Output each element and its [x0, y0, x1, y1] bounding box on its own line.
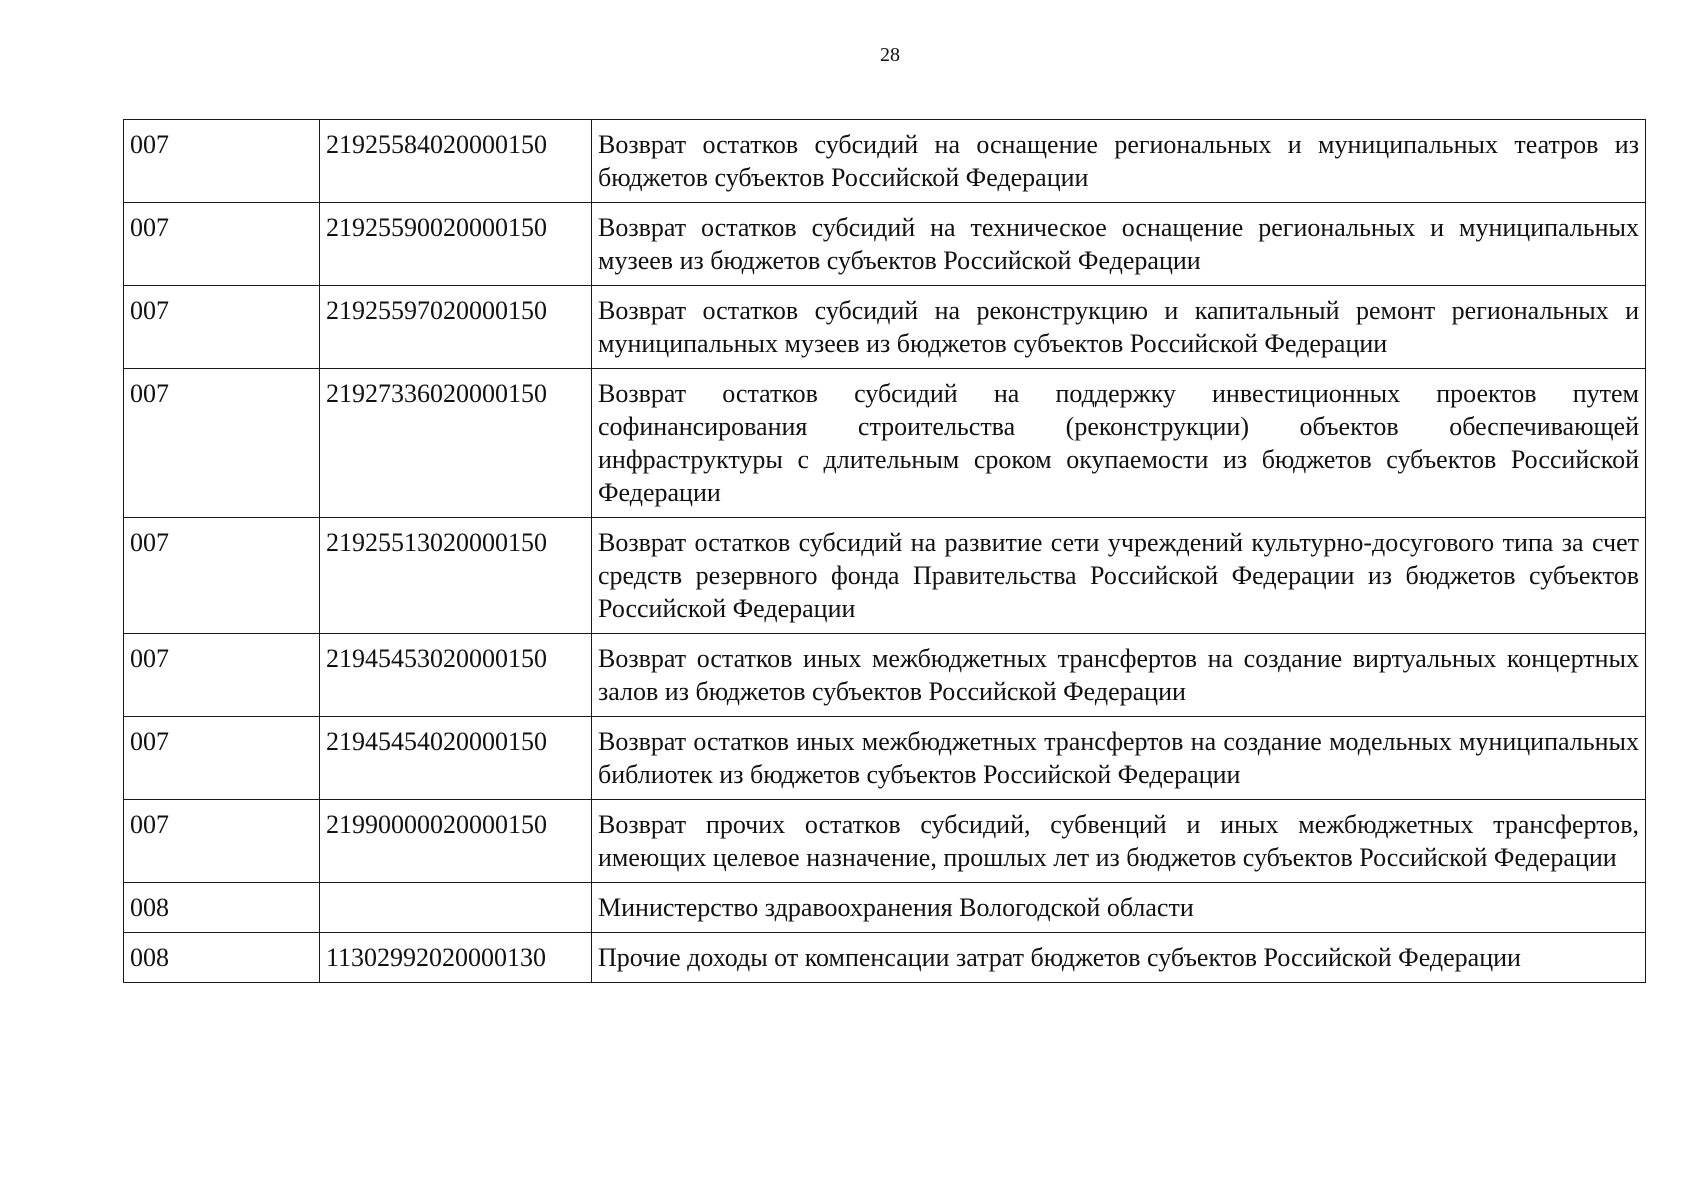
revenue-name-cell: Возврат прочих остатков субсидий, субвенций и иных межбюджетных трансфертов, имеющих целевое назначение, прошлых лет из бюджетов субъектов Российской Федерации — [592, 800, 1646, 883]
revenue-name-cell: Возврат остатков иных межбюджетных трансфертов на создание виртуальных концертных залов из бюджетов субъектов Российской Федерации — [592, 634, 1646, 717]
admin-code-cell: 008 — [124, 933, 320, 983]
admin-code-cell: 008 — [124, 883, 320, 933]
admin-code-cell: 007 — [124, 120, 320, 203]
admin-code-cell: 007 — [124, 369, 320, 518]
admin-code-cell: 007 — [124, 518, 320, 634]
table-row — [124, 717, 1646, 800]
admin-code-cell: 007 — [124, 286, 320, 369]
kbk-code-cell: 21925584020000150 — [320, 120, 592, 203]
kbk-code-cell: 21925597020000150 — [320, 286, 592, 369]
table-row — [124, 203, 1646, 286]
table-row — [124, 800, 1646, 883]
kbk-code-cell — [320, 883, 592, 933]
kbk-code-cell: 11302992020000130 — [320, 933, 592, 983]
admin-code-cell: 007 — [124, 717, 320, 800]
revenue-name-cell: Возврат остатков субсидий на оснащение региональных и муниципальных театров из бюджетов субъектов Российской Федерации — [592, 120, 1646, 203]
revenue-name-cell: Возврат остатков субсидий на техническое оснащение региональных и муниципальных музеев из бюджетов субъектов Российской Федерации — [592, 203, 1646, 286]
page-number: 28 — [880, 44, 900, 66]
admin-code-cell: 007 — [124, 634, 320, 717]
table-row — [124, 634, 1646, 717]
kbk-code-cell: 21990000020000150 — [320, 800, 592, 883]
kbk-code-cell: 21925513020000150 — [320, 518, 592, 634]
table-row — [124, 933, 1646, 983]
revenue-name-cell: Прочие доходы от компенсации затрат бюджетов субъектов Российской Федерации — [592, 933, 1646, 983]
revenue-name-cell: Возврат остатков субсидий на развитие сети учреждений культурно-досугового типа за счет средств резервного фонда Правительства Российской Федерации из бюджетов субъектов Российской Федерации — [592, 518, 1646, 634]
table-row — [124, 286, 1646, 369]
table-row — [124, 883, 1646, 933]
revenue-codes-table — [123, 119, 1646, 983]
kbk-code-cell: 21927336020000150 — [320, 369, 592, 518]
revenue-name-cell: Министерство здравоохранения Вологодской области — [592, 883, 1646, 933]
table-body — [124, 120, 1646, 983]
table-row — [124, 369, 1646, 518]
revenue-name-cell: Возврат остатков иных межбюджетных трансфертов на создание модельных муниципальных библиотек из бюджетов субъектов Российской Федерации — [592, 717, 1646, 800]
kbk-code-cell: 21945453020000150 — [320, 634, 592, 717]
admin-code-cell: 007 — [124, 203, 320, 286]
table-row — [124, 518, 1646, 634]
admin-code-cell: 007 — [124, 800, 320, 883]
kbk-code-cell: 21945454020000150 — [320, 717, 592, 800]
revenue-name-cell: Возврат остатков субсидий на реконструкцию и капитальный ремонт региональных и муниципальных музеев из бюджетов субъектов Российской Федерации — [592, 286, 1646, 369]
revenue-name-cell: Возврат остатков субсидий на поддержку инвестиционных проектов путем софинансирования строительства (реконструкции) объектов обеспечивающей инфраструктуры с длительным сроком окупаемости из бюджетов субъектов Российской Федерации — [592, 369, 1646, 518]
kbk-code-cell: 21925590020000150 — [320, 203, 592, 286]
table-row — [124, 120, 1646, 203]
